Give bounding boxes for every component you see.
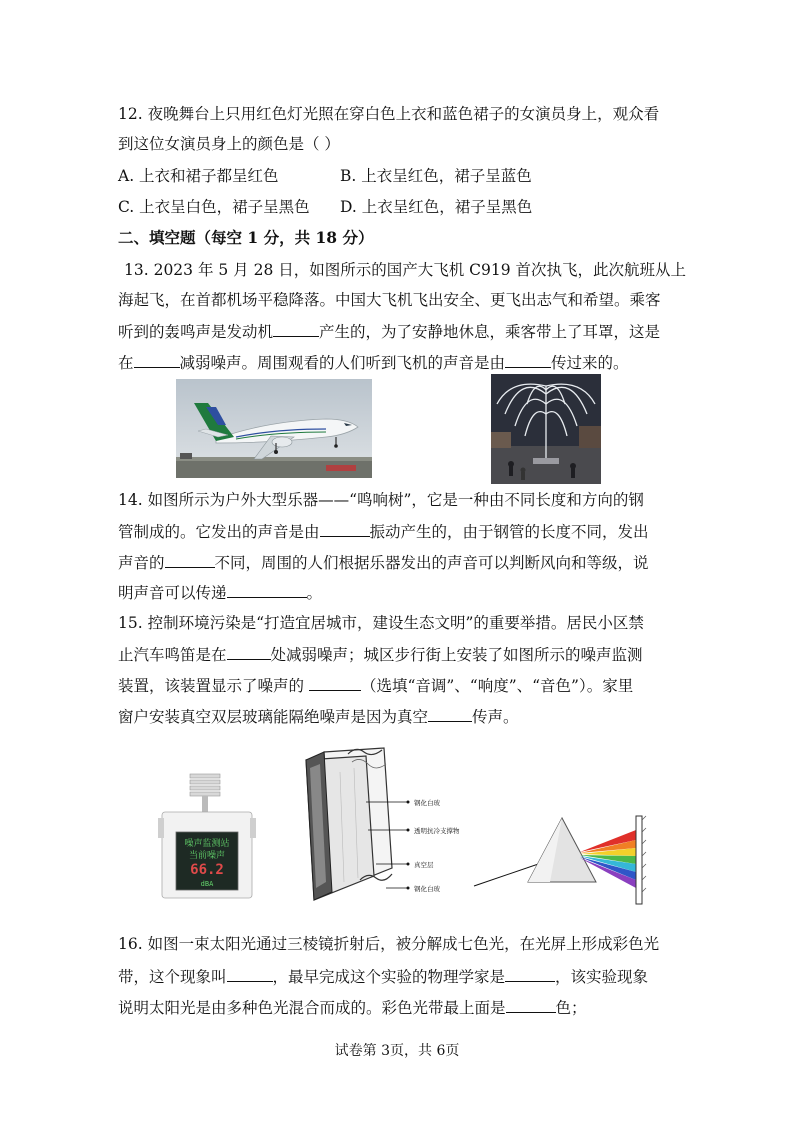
q16-line3 xyxy=(118,997,587,1018)
q15-text: 装置，该装置显示了噪声的 xyxy=(118,677,309,695)
answer-blank[interactable] xyxy=(165,552,215,568)
q14-text: 声音的 xyxy=(118,554,165,572)
prism-dispersion-diagram xyxy=(470,810,650,910)
q13-line1: 13. 2023 年 5 月 28 日，如图所示的国产大飞机 C919 首次执飞，此次航班从上 xyxy=(124,261,687,279)
answer-blank[interactable] xyxy=(227,966,273,982)
q15-text: 传声。 xyxy=(472,708,519,726)
q12-line2: 到这位女演员身上的颜色是（ ） xyxy=(118,135,340,153)
answer-blank[interactable] xyxy=(505,966,555,982)
glass-label-vacuum: 真空层 xyxy=(414,861,434,869)
q15-line2 xyxy=(118,644,643,665)
q16-text: ，该实验现象 xyxy=(555,968,649,986)
q15-text: 止汽车鸣笛是在 xyxy=(118,646,227,664)
page-footer: 试卷第 3页，共 6页 xyxy=(334,1043,460,1059)
answer-blank[interactable] xyxy=(309,675,361,691)
glass-label-support: 透明抗冷支撑物 xyxy=(414,827,460,835)
answer-blank[interactable] xyxy=(505,352,551,368)
q13-line3 xyxy=(118,321,660,342)
q13-text: 减弱噪声。周围观看的人们听到飞机的声音是由 xyxy=(179,354,506,372)
answer-blank[interactable] xyxy=(134,352,180,368)
monitor-subtitle: 当前噪声 xyxy=(188,851,226,861)
q15-text: （选填“音调”、“响度”、“音色”）。家里 xyxy=(360,677,634,695)
q13-line2: 海起飞，在首都机场平稳降落。中国大飞机飞出安全、更飞出志气和希望。乘客 xyxy=(118,291,661,309)
q16-line1: 16. 如图一束太阳光通过三棱镜折射后，被分解成七色光，在光屏上形成彩色光 xyxy=(118,935,660,953)
monitor-unit: dBA xyxy=(200,880,214,888)
q13-text: 听到的轰鸣声是发动机 xyxy=(118,323,274,341)
q15-line3 xyxy=(118,675,633,696)
q12-option-d: D. 上衣呈红色，裙子呈黑色 xyxy=(340,198,533,216)
q12-option-b: B. 上衣呈红色，裙子呈蓝色 xyxy=(340,167,532,185)
q16-text: ，最早完成这个实验的物理学家是 xyxy=(272,968,506,986)
answer-blank[interactable] xyxy=(227,644,271,660)
glass-label-outer: 钢化白玻 xyxy=(414,799,440,807)
answer-blank[interactable] xyxy=(227,582,307,598)
section-heading: 二、填空题（每空 1 分，共 18 分） xyxy=(118,228,374,247)
answer-blank[interactable] xyxy=(506,997,556,1013)
noise-monitor-device xyxy=(158,772,258,902)
q12-option-a: A. 上衣和裙子都呈红色 xyxy=(118,167,279,185)
q16-line2 xyxy=(118,966,648,987)
vacuum-glass-diagram xyxy=(296,742,496,912)
answer-blank[interactable] xyxy=(320,521,370,537)
q14-line1: 14. 如图所示为户外大型乐器——“鸣响树”，它是一种由不同长度和方向的钢 xyxy=(118,491,644,509)
q14-line2 xyxy=(118,521,649,542)
q13-text: 在 xyxy=(118,354,134,372)
q12-line1: 12. 夜晚舞台上只用红色灯光照在穿白色上衣和蓝色裙子的女演员身上，观众看 xyxy=(118,105,660,123)
q15-line1: 15. 控制环境污染是“打造宜居城市，建设生态文明”的重要举措。居民小区禁 xyxy=(118,614,644,632)
monitor-value: 66.2 xyxy=(190,862,224,878)
q13-text: 产生的，为了安静地休息，乘客带上了耳罩，这是 xyxy=(319,323,661,341)
q14-text: 不同，周围的人们根据乐器发出的声音可以判断风向和等级，说 xyxy=(214,554,649,572)
q16-text: 色； xyxy=(555,999,587,1017)
glass-label-inner: 钢化白玻 xyxy=(414,885,440,893)
monitor-title: 噪声监测站 xyxy=(184,839,230,849)
q14-text: 管制成的。它发出的声音是由 xyxy=(118,523,320,541)
q14-line3 xyxy=(118,552,649,573)
q14-text: 明声音可以传递 xyxy=(118,584,227,602)
q15-line4 xyxy=(118,706,519,727)
q12-option-c: C. 上衣呈白色，裙子呈黑色 xyxy=(118,198,310,216)
q16-text: 带，这个现象叫 xyxy=(118,968,227,986)
q14-text: 振动产生的，由于钢管的长度不同，发出 xyxy=(369,523,649,541)
q16-text: 说明太阳光是由多种色光混合而成的。彩色光带最上面是 xyxy=(118,999,506,1017)
singing-tree-photo xyxy=(491,374,601,484)
q15-text: 窗户安装真空双层玻璃能隔绝噪声是因为真空 xyxy=(118,708,429,726)
q13-line4 xyxy=(118,352,629,373)
q14-text: 。 xyxy=(306,584,323,602)
q14-line4 xyxy=(118,582,322,603)
q13-text: 传过来的。 xyxy=(551,354,629,372)
answer-blank[interactable] xyxy=(428,706,472,722)
q15-text: 处减弱噪声；城区步行街上安装了如图所示的噪声监测 xyxy=(270,646,643,664)
answer-blank[interactable] xyxy=(273,321,319,337)
c919-airplane-photo xyxy=(176,379,372,478)
